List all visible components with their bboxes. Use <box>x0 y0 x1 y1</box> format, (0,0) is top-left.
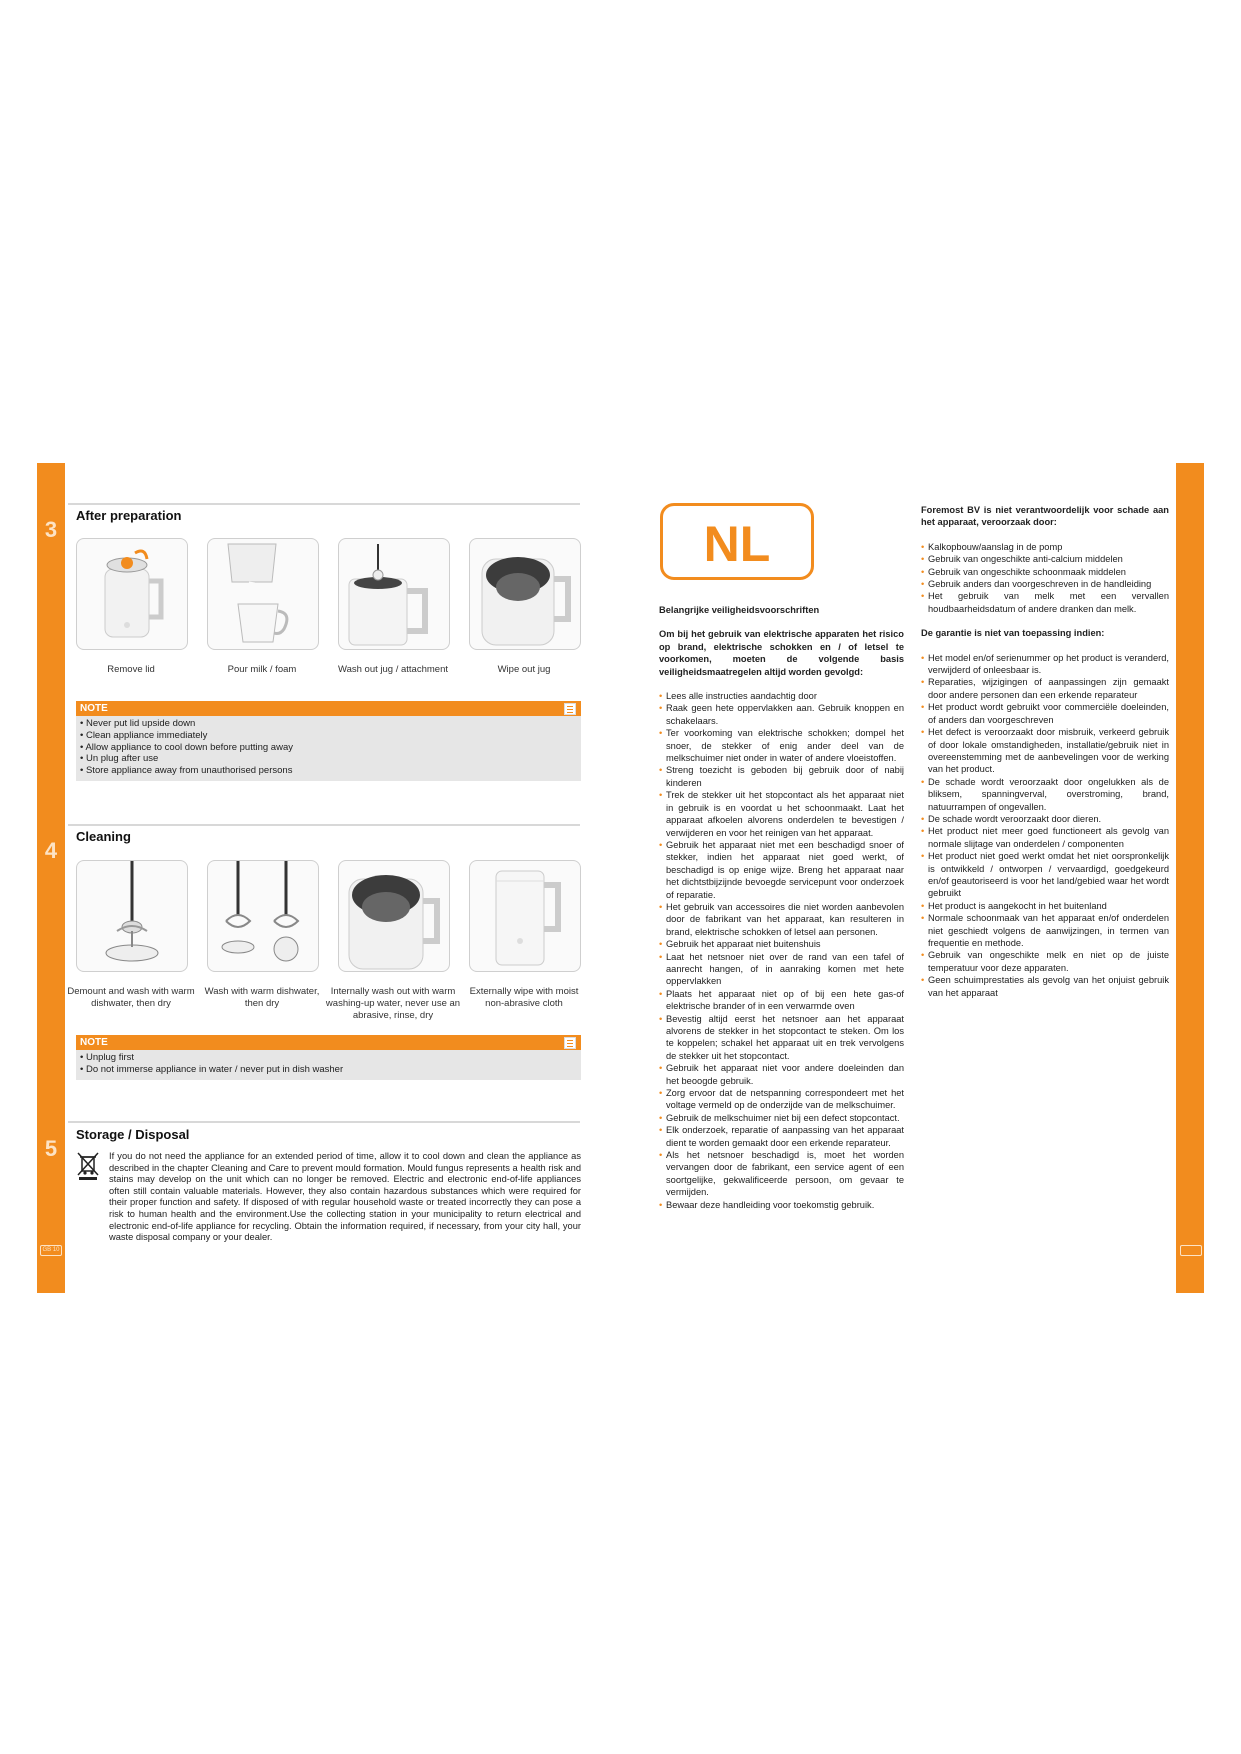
list-item: • Gebruik de melkschuimer niet bij een defect stopcontact. <box>659 1112 904 1124</box>
list-item: • Laat het netsnoer niet over de rand van een tafel of aanrecht hangen, of in aanraking komen met hete oppervlakken <box>659 951 904 988</box>
internal-wash-photo <box>338 860 450 972</box>
section-title: Storage / Disposal <box>76 1127 190 1142</box>
step-caption: Internally wash out with warm washing-up water, never use an abrasive, rinse, dry <box>325 986 461 1021</box>
section-divider <box>68 503 580 505</box>
note-list <box>76 1050 581 1080</box>
list-item: • Raak geen hete oppervlakken aan. Gebruik knoppen en schakelaars. <box>659 702 904 727</box>
wash-jug-photo <box>338 538 450 650</box>
step-caption: Wash with warm dishwater, then dry <box>204 986 320 1009</box>
safety-heading: Belangrijke veiligheidsvoorschriften <box>659 605 820 615</box>
section-divider <box>68 824 580 826</box>
external-wipe-photo <box>469 860 581 972</box>
section-number: 5 <box>44 1136 58 1161</box>
note-header <box>76 701 581 716</box>
crossed-out-bin-icon <box>76 1151 100 1181</box>
list-item: • Streng toezicht is geboden bij gebruik door of nabij kinderen <box>659 764 904 789</box>
list-item: • Plaats het apparaat niet op of bij een hete gas-of elektrische brander of in een verwarmde oven <box>659 988 904 1013</box>
step-caption: Wash out jug / attachment <box>337 664 448 675</box>
note-item: • Clean appliance immediately <box>80 729 208 741</box>
list-item: • Het product wordt gebruikt voor commerciële doeleinden, of anders dan voorgeschreven <box>921 701 1169 726</box>
list-item: • Kalkopbouw/aanslag in de pomp <box>921 541 1169 553</box>
list-item: • Gebruik het apparaat niet buitenshuis <box>659 938 904 950</box>
list-item: • Ter voorkoming van elektrische schokken; dompel het snoer, de stekker of enig ander deel van de melkschuimer niet onder in water of andere vloeistoffen. <box>659 727 904 764</box>
list-item: • Als het netsnoer beschadigd is, moet het worden vervangen door de fabrikant, een service agent of een soortgelijke, gekwalificeerde persoon, om gevaar te vermijden. <box>659 1149 904 1199</box>
milk-frother-lid-icon <box>77 539 187 649</box>
list-item: • Het gebruik van accessoires die niet worden aanbevolen door de fabrikant van het apparaat, kan resulteren in brand, elektrische schokken of letsel aan personen. <box>659 901 904 938</box>
note-box <box>76 1035 581 1080</box>
step-caption: Wipe out jug <box>497 664 551 675</box>
warranty-list <box>921 652 1169 999</box>
left-page-sidebar <box>37 463 65 1293</box>
wipe-jug-photo <box>469 538 581 650</box>
safety-intro: Om bij het gebruik van elektrische apparaten het risico op brand, elektrische schokken en / of letsel te voorkomen, moeten de volgende basis veiligheidsmaatregelen altijd worden gevolgd: <box>659 629 904 677</box>
wash-whisks-photo <box>207 860 319 972</box>
list-item: • Reparaties, wijzigingen of aanpassingen zijn gemaakt door andere personen dan een erkende reparateur <box>921 676 1169 701</box>
list-item: • Gebruik het apparaat niet met een beschadigd snoer of stekker, indien het apparaat niet goed werkt, of beschadigd is op enige wijze. Breng het apparaat naar het dichtstbijzijnde bevoegde servicepunt voor onderzoek of reparatie. <box>659 839 904 901</box>
list-item: • Gebruik anders dan voorgeschreven in de handleiding <box>921 578 1169 590</box>
section-title: Cleaning <box>76 829 131 844</box>
safety-list <box>659 690 904 1211</box>
step-caption: Remove lid <box>107 664 155 675</box>
list-item: • Het model en/of serienummer op het product is veranderd, verwijderd of onleesbaar is. <box>921 652 1169 677</box>
list-item: • Het gebruik van melk met een vervallen houdbaarheidsdatum of andere dranken dan melk. <box>921 590 1169 615</box>
liability-heading: Foremost BV is niet verantwoordelijk voor schade aan het apparaat, veroorzaak door: <box>921 505 1169 528</box>
note-item: • Never put lid upside down <box>80 718 196 729</box>
list-item: • Geen schuimprestaties als gevolg van het onjuist gebruik van het apparaat <box>921 974 1169 999</box>
list-item: • Normale schoonmaak van het apparaat en/of onderdelen niet geschiedt volgens de aanwijzingen, in termen van frequentie en methode. <box>921 912 1169 949</box>
jug-attachment-icon <box>339 539 449 649</box>
jug-interior-icon <box>339 861 449 971</box>
notepad-icon <box>564 1037 576 1049</box>
list-item: • De schade wordt veroorzaakt door dieren. <box>921 813 1169 825</box>
note-list <box>76 716 581 781</box>
list-item: • Het product is aangekocht in het buitenland <box>921 900 1169 912</box>
note-item: • Unplug first <box>80 1052 135 1063</box>
right-page-number <box>1180 1245 1202 1256</box>
left-page-number: GB 10 <box>40 1245 62 1256</box>
note-item: • Allow appliance to cool down before putting away <box>80 741 293 753</box>
list-item: • Lees alle instructies aandachtig door <box>659 690 904 702</box>
list-item: • Trek de stekker uit het stopcontact als het apparaat niet in gebruik is en voordat u het schoonmaakt. Laat het apparaat afkoelen alvorens onderdelen te bevestigen / verwijderen en voor het reinigen van het apparaat. <box>659 789 904 839</box>
liability-list <box>921 541 1169 615</box>
warranty-heading: De garantie is niet van toepassing indien: <box>921 628 1105 639</box>
storage-disposal-text: If you do not need the appliance for an extended period of time, allow it to cool down and clean the appliance as described in the chapter Cleaning and Care to prevent mould formation. Mould fungus represents a health risk and stains may develop on the unit which can no longer be removed. Electric and electronic end-of-life appliances often still contain valuable materials. However, they also contain hazardous substances which were required for their proper function and safety. If disposed of with regular household waste or treated incorrectly they can pose a risk to human health and the environment.Use the collecting station in your municipality to return electrical and electronic end-of-life appliance for recycling. Obtain the information required, if necessary, from your city hall, your waste disposal company or your dealer. <box>109 1151 581 1243</box>
note-item: • Do not immerse appliance in water / never put in dish washer <box>80 1063 344 1075</box>
demount-whisk-photo <box>76 860 188 972</box>
list-item: • Het defect is veroorzaakt door misbruik, verkeerd gebruik of door lokale omstandigheden, installatie/gebruik niet in overeenstemming met de aanbevelingen voor de werking van het product. <box>921 726 1169 776</box>
list-item: • Gebruik van ongeschikte schoonmaak middelen <box>921 566 1169 578</box>
list-item: • Zorg ervoor dat de netspanning correspondeert met het voltage vermeld op de onderzijde van de melkschuimer. <box>659 1087 904 1112</box>
note-header <box>76 1035 581 1050</box>
step-caption: Pour milk / foam <box>227 664 297 675</box>
step-caption: Demount and wash with warm dishwater, then dry <box>67 986 195 1009</box>
list-item: • Het product niet goed werkt omdat het niet oorspronkelijk is ontwikkeld / ontworpen / vervaardigd, goedgekeurd en/of geautoriseerd is voor het land/gebied waar het wordt gebruikt <box>921 850 1169 900</box>
section-number: 3 <box>44 517 58 542</box>
section-number: 4 <box>44 838 58 863</box>
note-label: NOTE <box>80 1037 108 1048</box>
notepad-icon <box>564 703 576 715</box>
note-item: • Store appliance away from unauthorised persons <box>80 765 293 777</box>
whisk-attachment-icon <box>77 861 187 971</box>
pour-milk-icon <box>208 539 318 649</box>
list-item: • Bevestig altijd eerst het netsnoer aan het apparaat alvorens de stekker in het stopcontact te steken. Om los te koppelen; schakel het apparaat uit en trek vervolgens de stekker uit het stopcontact. <box>659 1013 904 1063</box>
two-whisks-icon <box>208 861 318 971</box>
pour-milk-photo <box>207 538 319 650</box>
note-box <box>76 701 581 781</box>
jug-interior-icon <box>470 539 580 649</box>
step-caption: Externally wipe with moist non-abrasive cloth <box>469 986 579 1009</box>
list-item: • Bewaar deze handleiding voor toekomstig gebruik. <box>659 1199 904 1211</box>
section-title: After preparation <box>76 508 182 523</box>
remove-lid-photo <box>76 538 188 650</box>
list-item: • Elk onderzoek, reparatie of aanpassing van het apparaat dient te worden gemaakt door een erkende reparateur. <box>659 1124 904 1149</box>
list-item: • Gebruik van ongeschikte anti-calcium middelen <box>921 553 1169 565</box>
list-item: • Gebruik van ongeschikte melk en niet op de juiste temperatuur voor deze apparaten. <box>921 949 1169 974</box>
milk-frother-body-icon <box>470 861 580 971</box>
note-label: NOTE <box>80 703 108 714</box>
list-item: • De schade wordt veroorzaakt door ongelukken als de bliksem, spanningverval, overstroming, brand, natuurrampen of ongevallen. <box>921 776 1169 813</box>
list-item: • Het product niet meer goed functioneert als gevolg van normale slijtage van onderdelen / componenten <box>921 825 1169 850</box>
language-badge: NL <box>660 503 814 580</box>
list-item: • Gebruik het apparaat niet voor andere doeleinden dan het beoogde gebruik. <box>659 1062 904 1087</box>
safety-column <box>659 604 904 1211</box>
right-page-sidebar <box>1176 463 1204 1293</box>
warranty-column <box>921 504 1169 999</box>
section-divider <box>68 1121 580 1123</box>
note-item: • Un plug after use <box>80 753 159 765</box>
